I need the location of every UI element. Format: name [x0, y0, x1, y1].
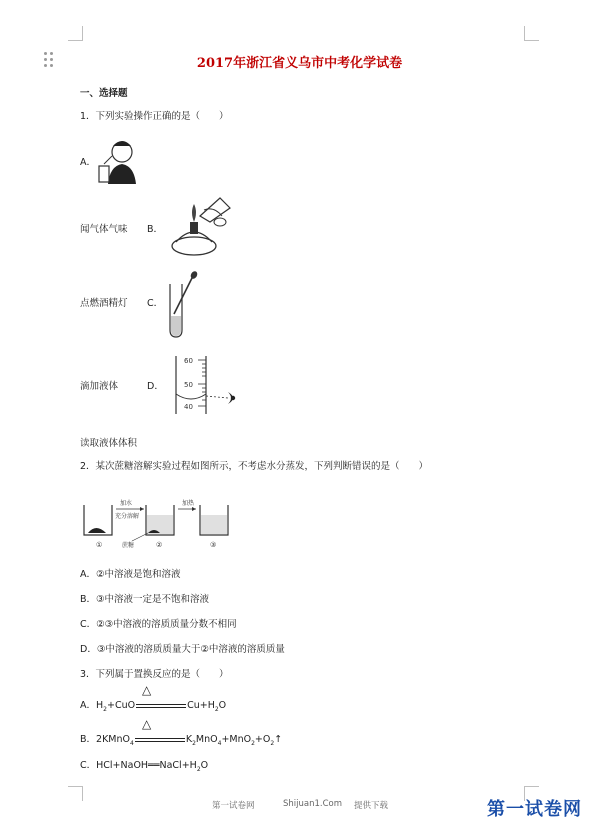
- q3-option-b: B．2KMnO$_4$ $K_2MnO_4+MnO_2+O_2↑$: [80, 734, 283, 747]
- step-dissolve-label: 充分溶解: [115, 513, 140, 520]
- q1-option-d-letter: D．: [147, 381, 164, 392]
- footer-download-text: 提供下载: [354, 801, 389, 811]
- watermark-logo: 第一试卷网: [487, 799, 582, 820]
- smell-gas-figure: [94, 134, 140, 186]
- alcohol-lamp-figure: [164, 192, 234, 260]
- q1-option-c-caption: 滴加液体: [80, 381, 119, 392]
- footer-site-url[interactable]: Shijuan1.Com: [283, 799, 343, 809]
- graduated-cylinder-figure: [164, 354, 246, 416]
- page-corner-mark: [68, 26, 83, 41]
- sugar-dissolving-figure: [82, 497, 232, 553]
- q1-option-d-caption: 读取液体体积: [80, 438, 138, 449]
- section-heading: 一、选择题: [80, 88, 128, 99]
- cylinder-mark-50: 50: [184, 381, 193, 389]
- reaction-equals-sign: [135, 738, 185, 742]
- beaker-1-label: ①: [96, 541, 103, 549]
- question-2-stem: 2．某次蔗糖溶解实验过程如图所示，不考虑水分蒸发，下列判断错误的是（ ）: [80, 461, 429, 472]
- question-3-stem: 3．下列属于置换反应的是（ ）: [80, 669, 229, 680]
- q2-option-d: D．③中溶液的溶质质量大于②中溶液的溶质质量: [80, 644, 285, 655]
- step-add-water-label: 加水: [120, 500, 133, 507]
- question-1-stem: 1．下列实验操作正确的是（ ）: [80, 111, 229, 122]
- page-corner-mark: [524, 26, 539, 41]
- beaker-2-label: ②: [156, 541, 163, 549]
- cylinder-mark-40: 40: [184, 403, 193, 411]
- q2-option-c: C．②③中溶液的溶质质量分数不相同: [80, 619, 237, 630]
- sucrose-label: 蔗糖: [122, 542, 135, 549]
- beaker-3-label: ③: [210, 541, 217, 549]
- q1-option-b-caption: 点燃酒精灯: [80, 298, 128, 309]
- q3-option-c: C．$HCl+NaOH══NaCl+H_2O$: [80, 760, 209, 773]
- reaction-equals-sign: [136, 704, 186, 708]
- heat-symbol-b: △: [142, 717, 152, 731]
- q1-option-c-letter: C．: [147, 298, 164, 309]
- q3-option-a: A．$H_2+CuO$ $Cu+H_2O$: [80, 700, 227, 713]
- q1-option-a-caption: 闻气体气味: [80, 224, 128, 235]
- dropper-test-tube-figure: [166, 270, 206, 340]
- q1-option-b-letter: B．: [147, 224, 164, 235]
- page-corner-mark: [68, 786, 83, 801]
- heat-symbol-a: △: [142, 683, 152, 697]
- q2-option-a: A．②中溶液是饱和溶液: [80, 569, 181, 580]
- q1-option-a-letter: A．: [80, 157, 96, 168]
- cylinder-mark-60: 60: [184, 357, 193, 365]
- footer-site-name: 第一试卷网: [212, 801, 255, 811]
- step-heat-label: 加热: [182, 500, 195, 507]
- page-title: 2017年浙江省义乌市中考化学试卷: [196, 56, 403, 71]
- q2-option-b: B．③中溶液一定是不饱和溶液: [80, 594, 210, 605]
